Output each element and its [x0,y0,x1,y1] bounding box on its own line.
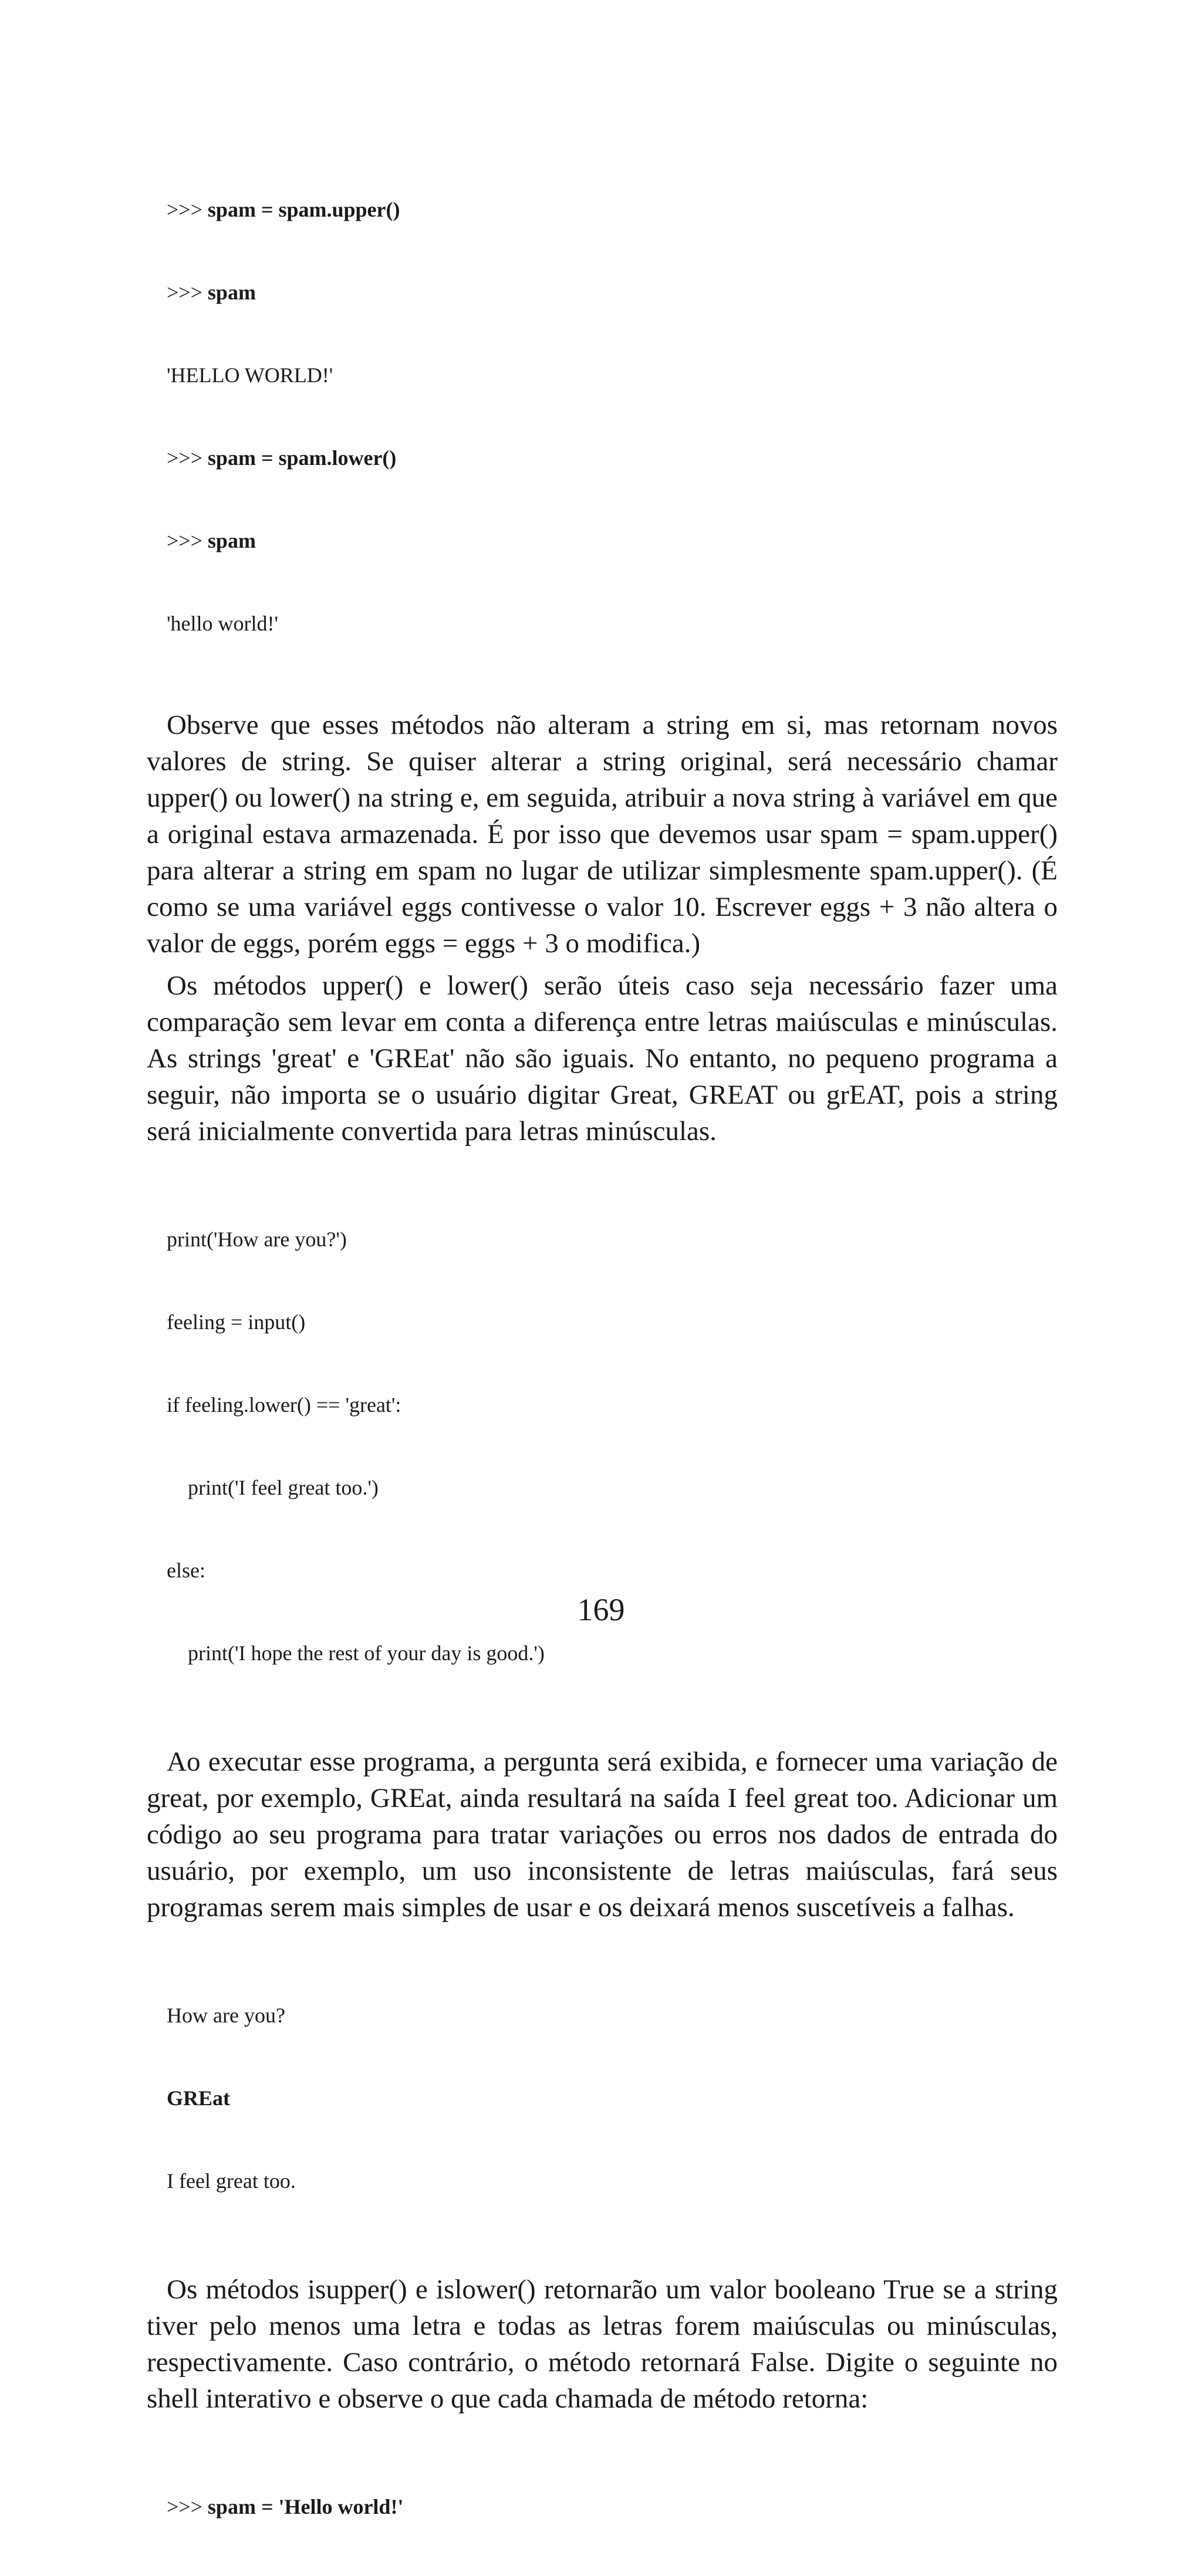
user-input-text: GREat [167,2086,230,2110]
code-line [167,2493,1058,2521]
code-block-interactive-2 [167,2438,1058,2576]
paragraph-2: Os métodos upper() e lower() serão úteis caso seja necessário fazer uma comparação sem levar em conta a diferença entre letras maiúsculas e minúsculas. As strings 'great' e 'GREat' não são iguais. No entanto, no pequeno programa a seguir, não importa se o usuário digitar Great, GREAT ou grEAT, pois a string será inicialmente convertida para letras minúsculas. [147,970,1058,1147]
code-block-interactive-1 [167,141,1058,693]
code-line [167,279,1058,306]
page-number: 169 [577,1592,625,1627]
code-output: I feel great too. [167,2169,296,2193]
paragraph-4: Os métodos isupper() e islower() retornarão um valor booleano True se a string tiver pelo menos uma letra e todas as letras forem maiúsculas ou minúsculas, respectivamente. Caso contrário, o método retornará False. Digite o seguinte no shell interativo e observe o que cada chamada de método retorna: [147,2274,1058,2414]
page-content [147,141,1058,2576]
paragraph-3: Ao executar esse programa, a pergunta será exibida, e fornecer uma variação de great, por exemplo, GREat, ainda resultará na saída I feel great too. Adicionar um código ao seu programa para tratar variações ou erros nos dados de entrada do usuário, por exemplo, um uso inconsistente de letras maiúsculas, fará seus programas serem mais simples de usar e os deixará menos suscetíveis a falhas. [147,1746,1058,1923]
code-output: 'HELLO WORLD!' [167,363,333,387]
code-line [167,444,1058,472]
paragraph-1: Observe que esses métodos não alteram a string em si, mas retornam novos valores de string. Se quiser alterar a string original, será necessário chamar upper() ou lower() na string e, em seguida, atribuir a nova string à variável em que a original estava armazenada. É por isso que devemos usar spam = spam.upper() para alterar a string em spam no lugar de utilizar simplesmente spam.upper(). (É como se uma variável eggs contivesse o valor 10. Escrever eggs + 3 não altera o valor de eggs, porém eggs = eggs + 3 o modifica.) [147,710,1058,959]
code-line: print('How are you?') [167,1228,347,1251]
code-block-program [167,1171,1058,1722]
code-output: How are you? [167,2004,285,2027]
prompt: >>> [167,281,208,304]
prompt: >>> [167,198,208,221]
code-input: spam = 'Hello world!' [207,2495,404,2518]
code-input: spam = spam.lower() [207,446,397,470]
code-line: if feeling.lower() == 'great': [167,1393,401,1417]
code-input: spam [207,529,256,552]
code-input: spam = spam.upper() [207,198,400,221]
code-line: print('I hope the rest of your day is good.') [167,1641,545,1665]
prompt: >>> [167,2495,208,2518]
code-line: else: [167,1559,205,1582]
code-line: feeling = input() [167,1310,306,1334]
code-input: spam [207,281,256,304]
prompt: >>> [167,446,208,470]
code-line [167,196,1058,224]
prompt: >>> [167,529,208,552]
code-output: 'hello world!' [167,612,278,635]
code-line [167,527,1058,555]
code-block-output [167,1947,1058,2250]
code-line: print('I feel great too.') [167,1476,379,1499]
code-input [167,2085,1058,2112]
